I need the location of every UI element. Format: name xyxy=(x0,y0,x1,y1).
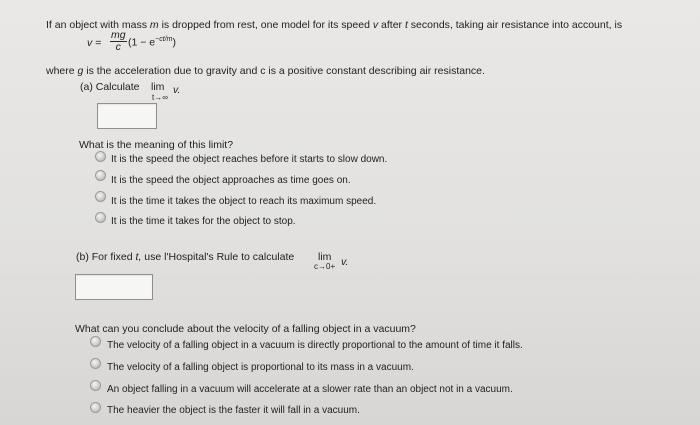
vacuum-radio-3[interactable] xyxy=(90,380,101,391)
part-a-label: (a) Calculate xyxy=(80,81,140,93)
where-text-1: where xyxy=(46,65,75,77)
where-text-2: is the acceleration due to gravity and c is a positive constant describing air resistance. xyxy=(86,65,485,77)
formula-exponent: −ct/m xyxy=(155,36,173,43)
part-a-lim: lim xyxy=(151,81,165,93)
var-m: m xyxy=(149,19,159,31)
formula-close: ) xyxy=(172,36,176,49)
intro-text-2: is dropped from rest, one model for its speed xyxy=(161,19,370,31)
part-a-lim-sub: t→∞ xyxy=(152,93,168,102)
vacuum-radio-4[interactable] xyxy=(90,402,101,413)
part-b-label-1: (b) For fixed xyxy=(76,251,133,263)
formula-numerator: mg xyxy=(111,29,126,41)
vacuum-radio-2[interactable] xyxy=(90,358,101,369)
part-a-var: v. xyxy=(173,84,181,96)
meaning-radio-1[interactable] xyxy=(95,151,106,162)
formula-fraction xyxy=(110,30,127,52)
intro-text-3: after xyxy=(381,19,403,31)
part-b-lim-sub: c→0+ xyxy=(314,262,336,271)
meaning-option-4: It is the time it takes for the object to stop. xyxy=(111,216,296,227)
where-line xyxy=(46,65,485,77)
formula-rest xyxy=(128,36,176,49)
vacuum-option-3: An object falling in a vacuum will accelerate at a slower rate than an object not in a vacuum. xyxy=(107,384,513,395)
vacuum-option-4: The heavier the object is the faster it will fall in a vacuum. xyxy=(107,405,360,416)
part-b-prompt xyxy=(76,251,294,263)
part-b-label-2: use l'Hospital's Rule to calculate xyxy=(144,251,295,263)
meaning-option-1: It is the speed the object reaches before it starts to slow down. xyxy=(111,154,388,165)
vacuum-radio-1[interactable] xyxy=(90,336,101,347)
intro-text-4: seconds, taking air resistance into account, is xyxy=(410,19,623,31)
vacuum-option-2: The velocity of a falling object is proportional to its mass in a vacuum. xyxy=(107,362,414,373)
vacuum-option-1: The velocity of a falling object in a vacuum is directly proportional to the amount of time it falls. xyxy=(107,340,523,351)
meaning-question: What is the meaning of this limit? xyxy=(79,139,234,151)
formula-lhs: v = xyxy=(87,37,102,49)
meaning-radio-3[interactable] xyxy=(95,191,106,202)
part-b-var: v. xyxy=(341,256,349,268)
meaning-radio-4[interactable] xyxy=(95,212,106,223)
part-b-lim: lim xyxy=(318,251,332,263)
part-a-answer-input[interactable] xyxy=(97,103,157,129)
var-g: g xyxy=(77,65,84,77)
part-b-answer-input[interactable] xyxy=(75,274,153,300)
meaning-radio-2[interactable] xyxy=(95,170,106,181)
part-b-var-t: t, xyxy=(135,251,142,263)
intro-line xyxy=(46,19,622,31)
var-v: v xyxy=(372,19,379,31)
meaning-option-3: It is the time it takes the object to reach its maximum speed. xyxy=(111,196,377,207)
formula-open: (1 − e xyxy=(128,36,156,49)
intro-text-1: If an object with mass xyxy=(46,19,147,31)
formula-denominator: c xyxy=(115,41,121,53)
var-t: t xyxy=(404,19,408,31)
meaning-option-2: It is the speed the object approaches as time goes on. xyxy=(111,175,351,186)
vacuum-question: What can you conclude about the velocity of a falling object in a vacuum? xyxy=(75,323,416,335)
part-a-prompt xyxy=(80,81,140,93)
